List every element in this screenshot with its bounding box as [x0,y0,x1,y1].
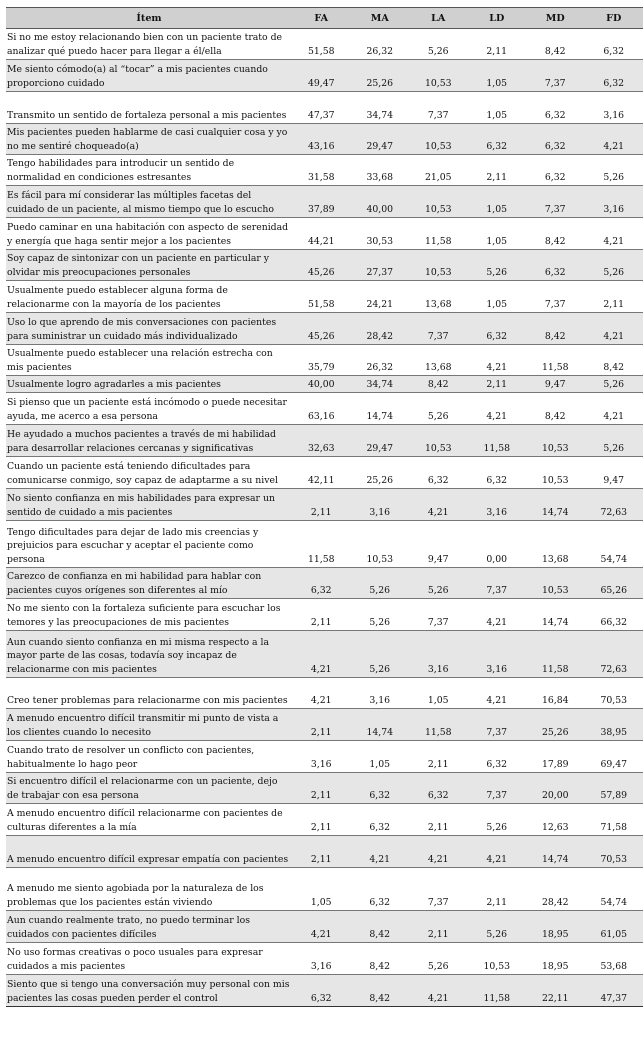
value-md: 14,74 [526,599,585,631]
value-fd: 71,58 [585,804,643,836]
value-ma: 34,74 [351,376,410,393]
value-fa: 2,11 [292,773,351,804]
value-ld: 6,32 [468,457,527,489]
value-la: 1,05 [409,678,468,709]
table-row [6,975,643,1007]
table-row [6,218,643,250]
table-row [6,631,643,678]
value-fd: 69,47 [585,741,643,773]
value-fa: 2,11 [292,804,351,836]
value-la: 6,32 [409,773,468,804]
header-ld: LD [468,8,527,29]
value-la: 4,21 [409,489,468,521]
value-la: 7,37 [409,92,468,124]
value-fd: 5,26 [585,155,643,186]
value-fa: 2,11 [292,489,351,521]
table-row [6,124,643,155]
value-fd: 61,05 [585,911,643,943]
value-fd: 70,53 [585,678,643,709]
header-fa: FA [292,8,351,29]
value-ma: 8,42 [351,911,410,943]
item-text: Mis pacientes pueden hablarme de casi cualquier cosa y yo no me sentiré choqueado(a) [6,124,292,155]
item-text: He ayudado a muchos pacientes a través de mi habilidad para desarrollar relaciones cercanas y significativas [6,425,292,457]
value-ma: 14,74 [351,393,410,425]
table-row [6,489,643,521]
value-ma: 27,37 [351,250,410,281]
value-md: 7,37 [526,60,585,92]
value-ma: 8,42 [351,975,410,1007]
item-text: Cuando trato de resolver un conflicto con pacientes, habitualmente lo hago peor [6,741,292,773]
item-text: No me siento con la fortaleza suficiente para escuchar los temores y las preocupaciones de mis pacientes [6,599,292,631]
value-la: 7,37 [409,868,468,911]
value-ld: 1,05 [468,92,527,124]
table-row [6,804,643,836]
value-ld: 2,11 [468,29,527,60]
value-ld: 1,05 [468,281,527,313]
item-text: Puedo caminar en una habitación con aspecto de serenidad y energía que haga sentir mejor a los pacientes [6,218,292,250]
value-fa: 45,26 [292,250,351,281]
value-ma: 3,16 [351,489,410,521]
value-md: 16,84 [526,678,585,709]
value-la: 4,21 [409,975,468,1007]
value-fd: 2,11 [585,281,643,313]
value-fa: 31,58 [292,155,351,186]
table-row [6,281,643,313]
value-ma: 6,32 [351,804,410,836]
table-row [6,521,643,568]
value-fd: 4,21 [585,393,643,425]
value-la: 5,26 [409,943,468,975]
value-la: 5,26 [409,393,468,425]
value-fa: 35,79 [292,345,351,376]
value-ma: 34,74 [351,92,410,124]
table-row [6,376,643,393]
value-ma: 30,53 [351,218,410,250]
item-text: Tengo habilidades para introducir un sentido de normalidad en condiciones estresantes [6,155,292,186]
value-md: 6,32 [526,155,585,186]
value-fa: 3,16 [292,943,351,975]
value-md: 25,26 [526,709,585,741]
value-la: 10,53 [409,124,468,155]
value-md: 10,53 [526,425,585,457]
value-fa: 11,58 [292,521,351,568]
value-ma: 10,53 [351,521,410,568]
value-ld: 2,11 [468,376,527,393]
item-text: Aun cuando siento confianza en mi misma respecto a la mayor parte de las cosas, todavía soy incapaz de relacionarme con mis pacientes [6,631,292,678]
value-md: 14,74 [526,489,585,521]
value-la: 11,58 [409,709,468,741]
table-row [6,678,643,709]
value-md: 8,42 [526,393,585,425]
table-row [6,457,643,489]
header-la: LA [409,8,468,29]
value-la: 9,47 [409,521,468,568]
item-text: Aun cuando realmente trato, no puedo terminar los cuidados con pacientes difíciles [6,911,292,943]
value-fa: 44,21 [292,218,351,250]
value-ld: 4,21 [468,393,527,425]
value-ma: 14,74 [351,709,410,741]
header-md: MD [526,8,585,29]
value-ld: 6,32 [468,124,527,155]
value-ld: 4,21 [468,345,527,376]
value-ma: 3,16 [351,678,410,709]
item-text: Carezco de confianza en mi habilidad para hablar con pacientes cuyos orígenes son diferentes al mío [6,568,292,599]
value-fa: 2,11 [292,836,351,868]
table-row [6,943,643,975]
item-text: Usualmente logro agradarles a mis pacientes [6,376,292,393]
item-text: A menudo me siento agobiada por la naturaleza de los problemas que los pacientes están viviendo [6,868,292,911]
value-ma: 26,32 [351,345,410,376]
value-la: 13,68 [409,281,468,313]
table-row [6,345,643,376]
value-fd: 65,26 [585,568,643,599]
value-fd: 8,42 [585,345,643,376]
value-fa: 37,89 [292,186,351,218]
value-fd: 6,32 [585,29,643,60]
value-ma: 5,26 [351,631,410,678]
value-fd: 72,63 [585,489,643,521]
value-ld: 6,32 [468,313,527,345]
value-ma: 4,21 [351,836,410,868]
value-fa: 40,00 [292,376,351,393]
value-ld: 1,05 [468,60,527,92]
value-la: 4,21 [409,836,468,868]
value-ld: 2,11 [468,155,527,186]
value-ld: 11,58 [468,975,527,1007]
header-item: Ítem [6,8,292,29]
value-md: 22,11 [526,975,585,1007]
value-fd: 3,16 [585,92,643,124]
item-text: Siento que si tengo una conversación muy personal con mis pacientes las cosas pueden perder el control [6,975,292,1007]
value-ld: 0,00 [468,521,527,568]
value-la: 6,32 [409,457,468,489]
value-fd: 4,21 [585,218,643,250]
value-fd: 70,53 [585,836,643,868]
header-fd: FD [585,8,643,29]
item-text: No siento confianza en mis habilidades para expresar un sentido de cuidado a mis pacientes [6,489,292,521]
value-la: 21,05 [409,155,468,186]
value-ld: 11,58 [468,425,527,457]
value-fa: 63,16 [292,393,351,425]
value-ma: 40,00 [351,186,410,218]
value-ld: 1,05 [468,218,527,250]
value-fd: 57,89 [585,773,643,804]
value-md: 8,42 [526,313,585,345]
value-fd: 72,63 [585,631,643,678]
value-md: 6,32 [526,250,585,281]
value-md: 18,95 [526,943,585,975]
value-la: 11,58 [409,218,468,250]
item-text: Tengo dificultades para dejar de lado mis creencias y prejuicios para escuchar y aceptar el paciente como persona [6,521,292,568]
value-ma: 8,42 [351,943,410,975]
table-row [6,868,643,911]
value-fd: 4,21 [585,124,643,155]
table-row [6,568,643,599]
value-ld: 1,05 [468,186,527,218]
value-ld: 5,26 [468,250,527,281]
value-fa: 42,11 [292,457,351,489]
table-row [6,741,643,773]
item-text: Uso lo que aprendo de mis conversaciones con pacientes para suministrar un cuidado más individualizado [6,313,292,345]
table-row [6,393,643,425]
value-md: 11,58 [526,631,585,678]
table-row [6,599,643,631]
table-row [6,709,643,741]
item-text: Usualmente puedo establecer una relación estrecha con mis pacientes [6,345,292,376]
value-fd: 5,26 [585,425,643,457]
value-md: 20,00 [526,773,585,804]
value-md: 12,63 [526,804,585,836]
value-ld: 7,37 [468,709,527,741]
value-fa: 1,05 [292,868,351,911]
value-fd: 4,21 [585,313,643,345]
item-text: Cuando un paciente está teniendo dificultades para comunicarse conmigo, soy capaz de adaptarme a su nivel [6,457,292,489]
value-la: 5,26 [409,568,468,599]
value-ld: 3,16 [468,489,527,521]
value-ld: 5,26 [468,804,527,836]
value-fa: 4,21 [292,631,351,678]
value-la: 5,26 [409,29,468,60]
value-md: 17,89 [526,741,585,773]
value-fa: 6,32 [292,975,351,1007]
value-fa: 43,16 [292,124,351,155]
value-ma: 29,47 [351,124,410,155]
value-ld: 5,26 [468,911,527,943]
value-fd: 6,32 [585,60,643,92]
value-ma: 1,05 [351,741,410,773]
value-ld: 3,16 [468,631,527,678]
item-text: Si pienso que un paciente está incómodo o puede necesitar ayuda, me acerco a esa persona [6,393,292,425]
item-text: Soy capaz de sintonizar con un paciente en particular y olvidar mis preocupaciones personales [6,250,292,281]
value-ma: 25,26 [351,457,410,489]
value-md: 28,42 [526,868,585,911]
value-ld: 7,37 [468,568,527,599]
value-ma: 29,47 [351,425,410,457]
value-la: 10,53 [409,186,468,218]
table-row [6,155,643,186]
value-fd: 54,74 [585,521,643,568]
value-la: 10,53 [409,425,468,457]
item-text: A menudo encuentro difícil relacionarme con pacientes de culturas diferentes a la mía [6,804,292,836]
table-row [6,250,643,281]
table-row [6,425,643,457]
item-text: Me siento cómodo(a) al “tocar” a mis pacientes cuando proporciono cuidado [6,60,292,92]
item-text: Es fácil para mí considerar las múltiples facetas del cuidado de un paciente, al mismo tiempo que lo escucho [6,186,292,218]
value-md: 18,95 [526,911,585,943]
value-ld: 10,53 [468,943,527,975]
value-fa: 51,58 [292,29,351,60]
value-fa: 3,16 [292,741,351,773]
value-fd: 5,26 [585,376,643,393]
value-la: 3,16 [409,631,468,678]
value-md: 6,32 [526,92,585,124]
value-fd: 54,74 [585,868,643,911]
value-ld: 2,11 [468,868,527,911]
value-la: 10,53 [409,250,468,281]
value-md: 11,58 [526,345,585,376]
item-text: No uso formas creativas o poco usuales para expresar cuidados a mis pacientes [6,943,292,975]
value-ld: 6,32 [468,741,527,773]
table-row [6,29,643,60]
value-la: 10,53 [409,60,468,92]
item-text: Creo tener problemas para relacionarme con mis pacientes [6,678,292,709]
item-text: Transmito un sentido de fortaleza personal a mis pacientes [6,92,292,124]
value-fa: 47,37 [292,92,351,124]
value-md: 6,32 [526,124,585,155]
value-fa: 6,32 [292,568,351,599]
value-ma: 5,26 [351,599,410,631]
value-ma: 24,21 [351,281,410,313]
value-ma: 28,42 [351,313,410,345]
value-fa: 2,11 [292,709,351,741]
value-fd: 38,95 [585,709,643,741]
value-fa: 45,26 [292,313,351,345]
value-fd: 3,16 [585,186,643,218]
value-fa: 4,21 [292,911,351,943]
table-row [6,836,643,868]
value-fd: 9,47 [585,457,643,489]
item-text: A menudo encuentro difícil expresar empatía con pacientes [6,836,292,868]
header-row [6,8,643,29]
value-md: 8,42 [526,218,585,250]
value-fa: 49,47 [292,60,351,92]
item-text: Si no me estoy relacionando bien con un paciente trato de analizar qué puedo hacer para llegar a él/ella [6,29,292,60]
value-la: 8,42 [409,376,468,393]
table-row [6,911,643,943]
value-md: 9,47 [526,376,585,393]
value-ma: 6,32 [351,868,410,911]
value-la: 7,37 [409,313,468,345]
value-md: 8,42 [526,29,585,60]
value-fd: 53,68 [585,943,643,975]
value-ma: 33,68 [351,155,410,186]
value-ld: 4,21 [468,836,527,868]
value-fa: 4,21 [292,678,351,709]
table-row [6,186,643,218]
value-md: 7,37 [526,186,585,218]
value-md: 10,53 [526,568,585,599]
value-ld: 4,21 [468,599,527,631]
value-md: 10,53 [526,457,585,489]
item-text: Si encuentro difícil el relacionarme con un paciente, dejo de trabajar con esa persona [6,773,292,804]
value-fa: 2,11 [292,599,351,631]
value-ma: 26,32 [351,29,410,60]
table-row [6,773,643,804]
value-la: 13,68 [409,345,468,376]
value-la: 2,11 [409,911,468,943]
item-text: Usualmente puedo establecer alguna forma de relacionarme con la mayoría de los pacientes [6,281,292,313]
item-text: A menudo encuentro difícil transmitir mi punto de vista a los clientes cuando lo necesito [6,709,292,741]
value-ld: 4,21 [468,678,527,709]
table-row [6,60,643,92]
table-row [6,92,643,124]
header-ma: MA [351,8,410,29]
value-md: 14,74 [526,836,585,868]
value-md: 7,37 [526,281,585,313]
value-la: 7,37 [409,599,468,631]
value-ma: 6,32 [351,773,410,804]
table-row [6,313,643,345]
value-la: 2,11 [409,804,468,836]
value-la: 2,11 [409,741,468,773]
value-fd: 66,32 [585,599,643,631]
value-ma: 25,26 [351,60,410,92]
value-fa: 32,63 [292,425,351,457]
table-body [6,29,643,1007]
value-fd: 47,37 [585,975,643,1007]
value-fd: 5,26 [585,250,643,281]
value-ma: 5,26 [351,568,410,599]
results-table [6,7,643,1007]
value-fa: 51,58 [292,281,351,313]
value-ld: 7,37 [468,773,527,804]
value-md: 13,68 [526,521,585,568]
